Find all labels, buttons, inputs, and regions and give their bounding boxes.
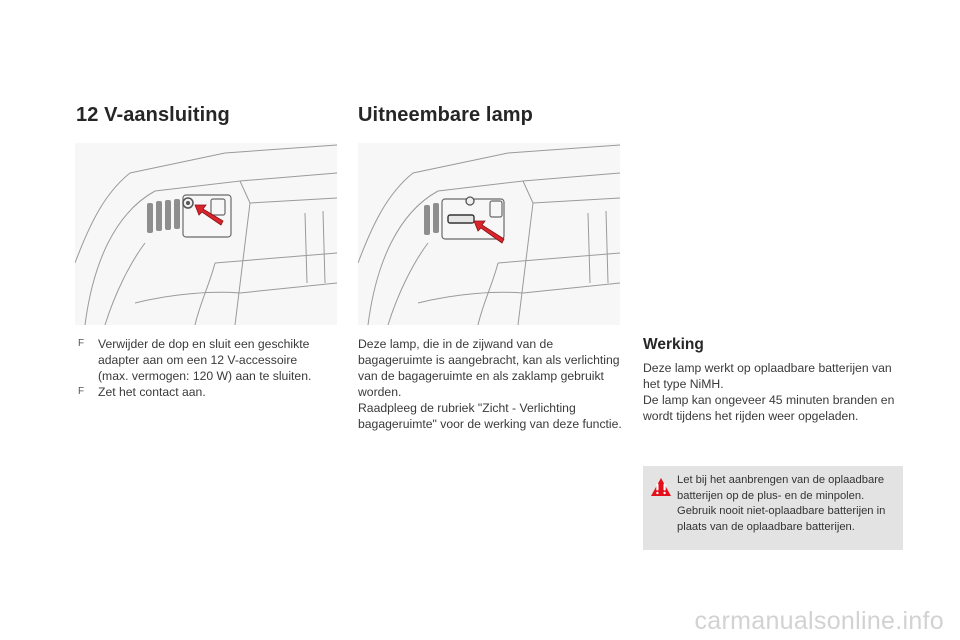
list-item <box>76 336 326 384</box>
warning-box <box>643 466 903 550</box>
bullet-marker: F <box>78 386 85 397</box>
page-title-removable-lamp: Uitneembare lamp <box>358 104 533 126</box>
warning-line: Let bij het aanbrengen van de oplaadbare batterijen op de plus- en de minpolen. <box>677 474 885 502</box>
warning-line: Gebruik nooit niet-oplaadbare batterijen in plaats van de oplaadbare batterijen. <box>677 505 886 533</box>
boot-drawing-socket <box>75 143 337 325</box>
paragraph: Deze lamp werkt op oplaadbare batterijen van het type NiMH. <box>643 361 892 391</box>
lamp-description <box>358 336 623 432</box>
bullet-text: Verwijder de dop en sluit een geschikte adapter aan om een 12 V-accessoire (max. vermogen: 120 W) aan te sluiten. <box>98 337 312 383</box>
list-item <box>76 384 326 400</box>
bullet-marker: F <box>78 338 85 349</box>
werking-text <box>643 360 905 424</box>
watermark: carmanualsonline.info <box>694 607 944 635</box>
illustration-12v-socket <box>75 143 337 325</box>
paragraph: Raadpleeg de rubriek "Zicht - Verlichting bagageruimte" voor de werking van deze functie. <box>358 401 622 431</box>
boot-drawing-lamp <box>358 143 620 325</box>
page-title-12v-socket: 12 V-aansluiting <box>76 104 230 126</box>
illustration-removable-lamp <box>358 143 620 325</box>
instruction-list <box>76 336 326 400</box>
warning-icon <box>650 477 672 497</box>
paragraph: De lamp kan ongeveer 45 minuten branden en wordt tijdens het rijden weer opgeladen. <box>643 393 895 423</box>
bullet-text: Zet het contact aan. <box>98 385 206 399</box>
paragraph: Deze lamp, die in de zijwand van de bagageruimte is aangebracht, kan als verlichting van de bagageruimte en als zaklamp gebruikt worden. <box>358 337 620 399</box>
section-subtitle-werking: Werking <box>643 336 704 353</box>
